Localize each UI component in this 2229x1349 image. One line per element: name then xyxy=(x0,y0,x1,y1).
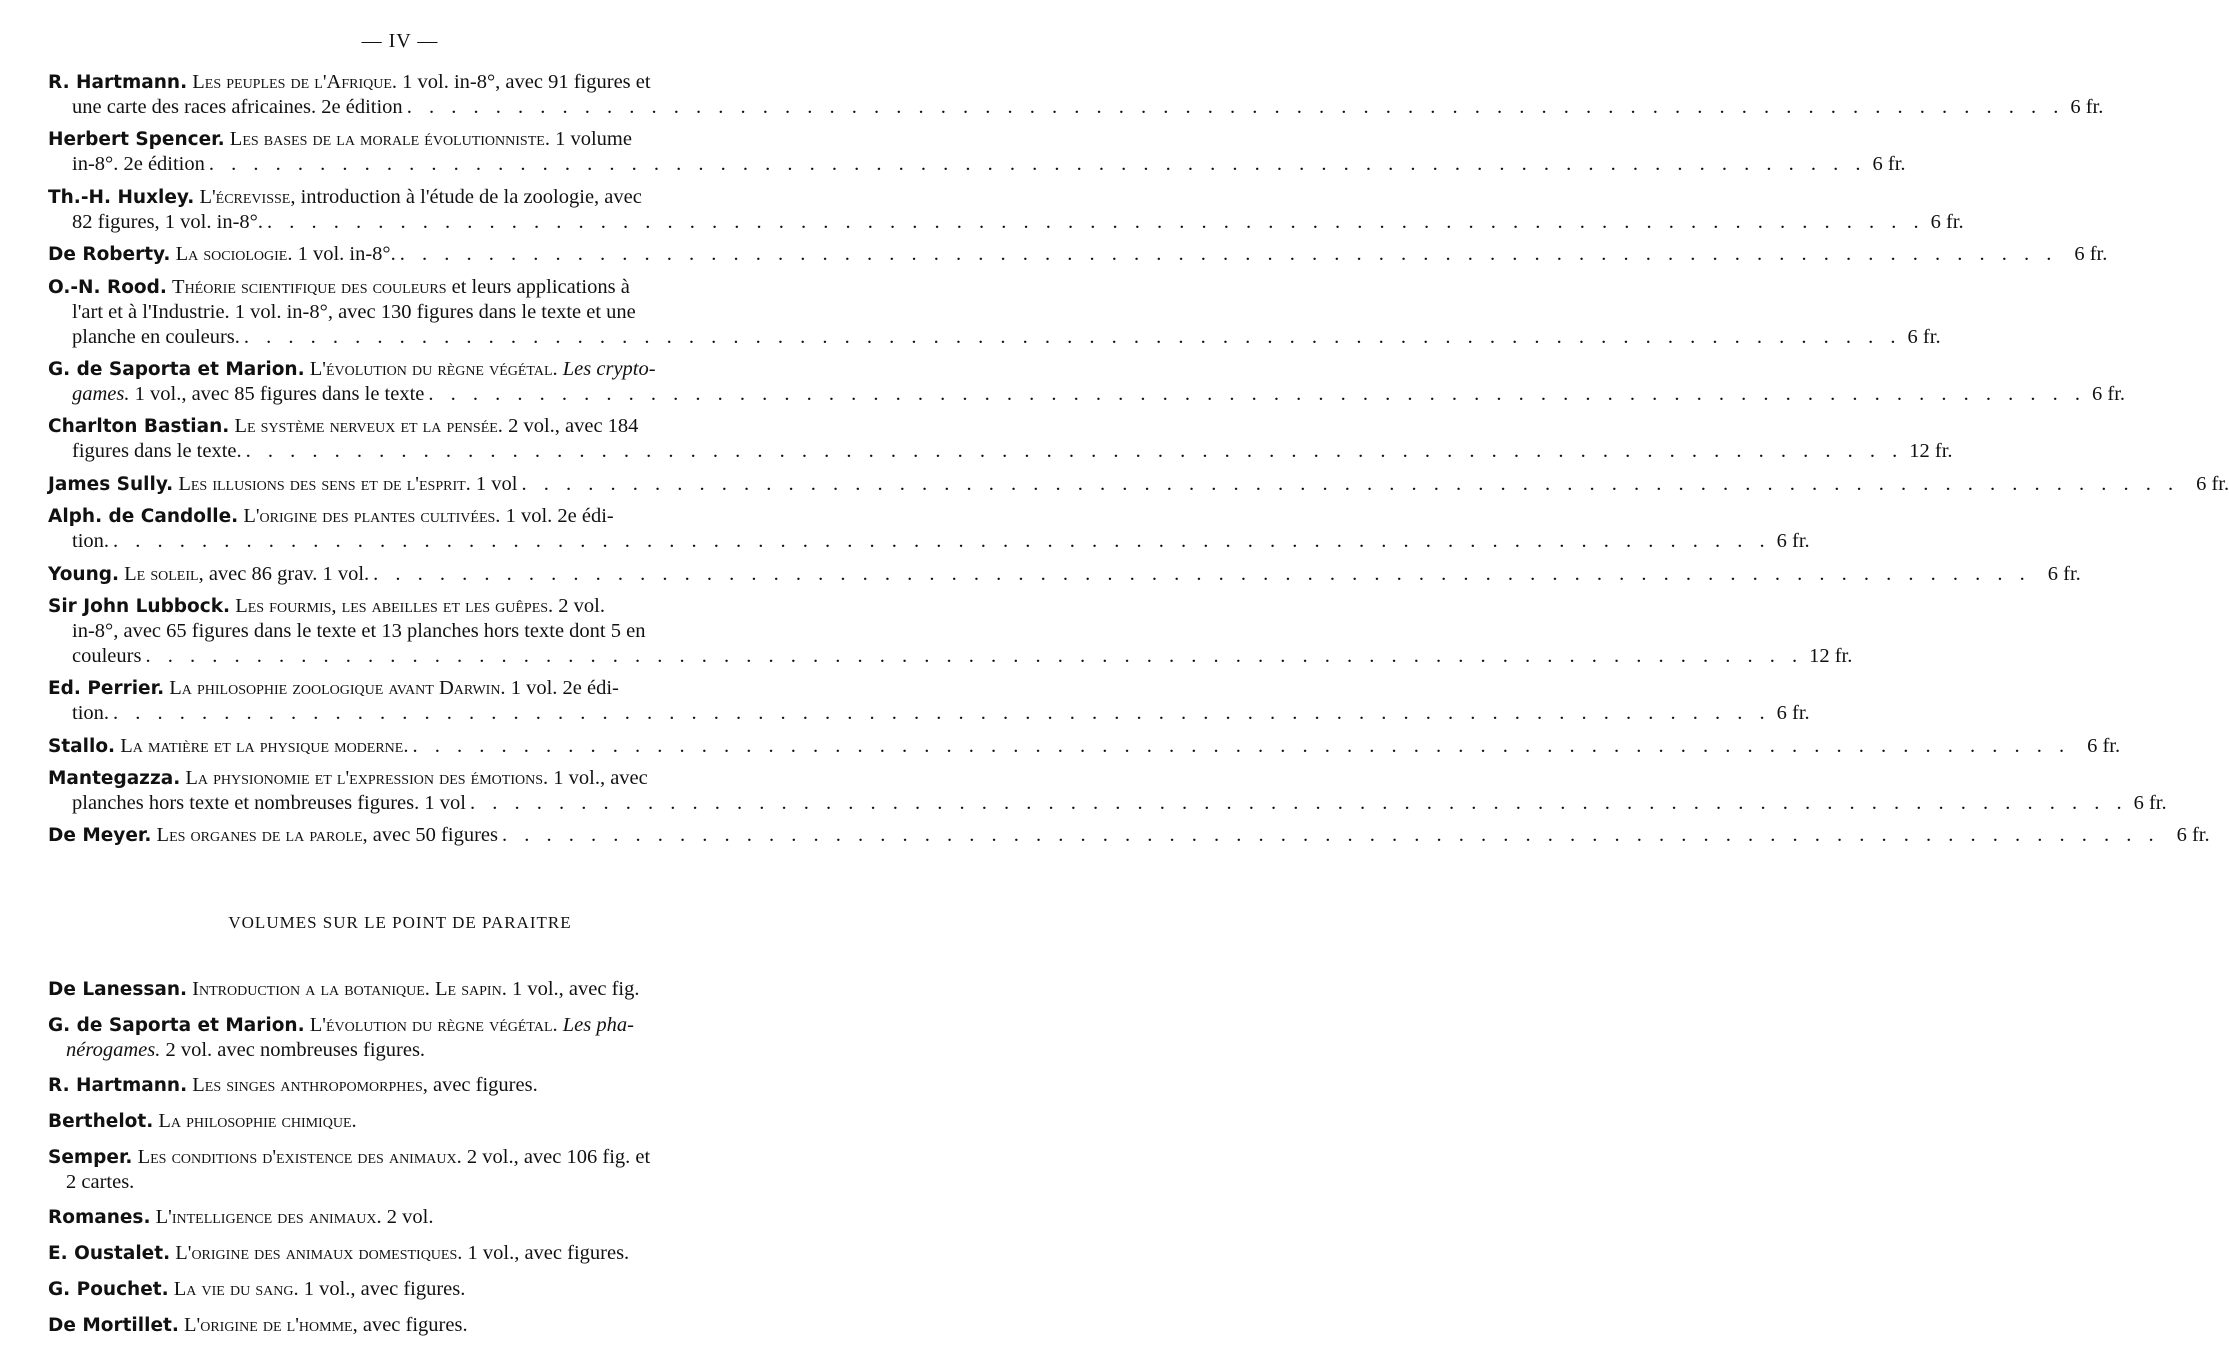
leader-dots xyxy=(244,326,1902,348)
book-title: L'évolution du règne végétal. xyxy=(309,357,558,380)
price: 6 fr. xyxy=(2176,824,2210,847)
book-details: figures dans le texte. xyxy=(72,440,242,463)
leader-dots xyxy=(407,96,2065,118)
author-name: De Lanessan. xyxy=(48,979,188,1000)
book-entry xyxy=(48,562,2081,587)
upcoming-entry xyxy=(48,1313,758,1338)
author-name: Th.-H. Huxley. xyxy=(48,186,195,208)
section-heading: VOLUMES SUR LE POINT DE PARAITRE xyxy=(228,913,572,932)
book-details: 2 vol. xyxy=(381,1206,434,1228)
leader-dots xyxy=(400,242,2058,267)
price: 6 fr. xyxy=(1776,530,1810,553)
book-entry xyxy=(48,472,2229,497)
book-details: 1 vol., avec figures. xyxy=(298,1278,466,1300)
book-subtitle: Les crypto- xyxy=(557,357,656,380)
leader-dots xyxy=(521,472,2179,497)
price: 6 fr. xyxy=(1907,325,1941,348)
upcoming-entry xyxy=(48,1073,758,1098)
leader-dots xyxy=(502,823,2160,848)
author-name: Sir John Lubbock. xyxy=(48,595,231,617)
author-name: De Meyer. xyxy=(48,825,152,847)
book-details: couleurs xyxy=(72,644,142,667)
book-entry xyxy=(48,504,1810,554)
book-title: L'évolution du règne végétal. xyxy=(309,1014,558,1036)
book-details: planche en couleurs. xyxy=(72,325,240,348)
price: 6 fr. xyxy=(1776,702,1810,725)
leader-dots xyxy=(113,702,1771,724)
book-title: L'intelligence des animaux. xyxy=(155,1206,382,1228)
book-details: 1 vol., avec 85 figures dans le texte xyxy=(129,382,425,405)
book-details: tion. xyxy=(72,530,110,553)
book-entry xyxy=(48,357,2126,407)
book-title: L'origine des plantes cultivées. xyxy=(243,505,501,528)
price: 6 fr. xyxy=(2196,472,2229,495)
book-entry xyxy=(48,594,1853,669)
book-details: 2 cartes. xyxy=(66,1171,135,1193)
book-subtitle: nérogames. xyxy=(66,1039,161,1061)
author-name: Young. xyxy=(48,563,120,585)
book-details: in-8°, avec 65 figures dans le texte et 13 planches hors texte dont 5 en xyxy=(72,619,646,642)
upcoming-entry xyxy=(48,977,758,1002)
book-title: La philosophie zoologique avant Darwin. xyxy=(169,677,506,700)
price: 6 fr. xyxy=(2133,792,2167,815)
author-name: Berthelot. xyxy=(48,1111,154,1132)
page-number: — IV — xyxy=(361,30,439,52)
book-details: 2 vol. xyxy=(553,594,605,617)
book-entry xyxy=(48,70,2104,120)
author-name: Mantegazza. xyxy=(48,768,181,790)
leader-dots xyxy=(145,645,1803,667)
book-details: l'art et à l'Industrie. 1 vol. in-8°, avec 130 figures dans le texte et une xyxy=(72,300,636,323)
book-details: 1 vol. 2e édi- xyxy=(505,677,619,700)
book-details: 1 volume xyxy=(549,128,632,151)
book-subtitle: games. xyxy=(72,382,130,405)
book-details: avec figures. xyxy=(427,1074,538,1096)
upcoming-entry xyxy=(48,1277,758,1302)
price: 12 fr. xyxy=(1809,644,1853,667)
book-details: 1 vol., avec xyxy=(548,767,648,790)
leader-dots xyxy=(428,383,2086,405)
author-name: Ed. Perrier. xyxy=(48,678,165,700)
author-name: Charlton Bastian. xyxy=(48,416,230,438)
book-title: L'écrevisse, xyxy=(199,185,296,208)
author-name: R. Hartmann. xyxy=(48,72,188,93)
author-name: G. Pouchet. xyxy=(48,1279,169,1300)
book-entry xyxy=(48,734,2121,759)
book-details: 2 vol., avec 106 fig. et xyxy=(461,1146,651,1168)
book-details: 1 vol., avec fig. xyxy=(506,978,640,1000)
book-title: La vie du sang. xyxy=(173,1278,299,1300)
book-title: Théorie scientifique des couleurs xyxy=(172,275,447,298)
book-details: 1 vol., avec figures. xyxy=(462,1242,630,1264)
author-name: Alph. de Candolle. xyxy=(48,506,239,528)
book-details: 1 vol xyxy=(470,472,518,495)
book-title: Les illusions des sens et de l'esprit. xyxy=(178,472,471,495)
upcoming-entry xyxy=(48,1241,758,1266)
author-name: Stallo. xyxy=(48,735,116,757)
book-title: La philosophie chimique. xyxy=(158,1110,357,1132)
book-subtitle: Les pha- xyxy=(557,1014,634,1036)
leader-dots xyxy=(373,562,2031,587)
book-details: et leurs applications à xyxy=(446,275,630,298)
upcoming-entry xyxy=(48,1145,758,1194)
price: 6 fr. xyxy=(2074,243,2108,266)
book-title: Le système nerveux et la pensée. xyxy=(234,415,503,438)
book-entry xyxy=(48,414,1953,464)
book-details: une carte des races africaines. 2e édition xyxy=(72,96,403,118)
book-details: avec figures. xyxy=(357,1314,468,1336)
book-entry xyxy=(48,185,1964,235)
leader-dots xyxy=(209,153,1867,175)
leader-dots xyxy=(267,211,1925,233)
price: 12 fr. xyxy=(1909,440,1953,463)
author-name: G. de Saporta et Marion. xyxy=(48,1015,305,1036)
upcoming-list xyxy=(48,977,758,1349)
book-list xyxy=(48,70,2229,856)
book-title: La matière et la physique moderne. xyxy=(120,734,409,757)
author-name: De Roberty. xyxy=(48,244,171,266)
upcoming-entry xyxy=(48,1205,758,1230)
book-details: 2 vol., avec 184 xyxy=(502,415,639,438)
price: 6 fr. xyxy=(1930,210,1964,233)
book-details: 2 vol. avec nombreuses figures. xyxy=(160,1039,426,1061)
leader-dots xyxy=(412,734,2070,759)
book-entry xyxy=(48,127,1906,177)
book-details: tion. xyxy=(72,702,110,725)
book-entry xyxy=(48,242,2108,267)
price: 6 fr. xyxy=(2092,382,2126,405)
book-entry xyxy=(48,676,1810,726)
book-details: avec 86 grav. 1 vol. xyxy=(203,562,370,585)
author-name: E. Oustalet. xyxy=(48,1243,171,1264)
leader-dots xyxy=(470,792,2128,814)
upcoming-entry xyxy=(48,1013,758,1062)
price: 6 fr. xyxy=(2070,96,2104,118)
book-title: L'origine de l'homme, xyxy=(184,1314,358,1336)
book-title: La sociologie. xyxy=(175,243,293,266)
book-entry xyxy=(48,766,2167,816)
book-details: 1 vol. in-8°, avec 91 figures et xyxy=(397,71,651,93)
leader-dots xyxy=(113,530,1771,552)
book-entry xyxy=(48,275,1941,350)
book-title: Introduction a la botanique. Le sapin. xyxy=(192,978,507,1000)
book-title: Les bases de la morale évolutionniste. xyxy=(229,128,550,151)
book-title: Les peuples de l'Afrique. xyxy=(192,71,398,93)
book-title: Les organes de la parole, xyxy=(156,824,368,847)
author-name: R. Hartmann. xyxy=(48,1075,188,1096)
author-name: O.-N. Rood. xyxy=(48,276,167,298)
book-details: 82 figures, 1 vol. in-8°. xyxy=(72,210,263,233)
leader-dots xyxy=(246,440,1904,462)
price: 6 fr. xyxy=(2087,734,2121,757)
book-title: Les fourmis, les abeilles et les guêpes. xyxy=(235,594,554,617)
author-name: G. de Saporta et Marion. xyxy=(48,358,305,380)
author-name: Herbert Spencer. xyxy=(48,129,225,151)
upcoming-entry xyxy=(48,1109,758,1134)
author-name: Semper. xyxy=(48,1147,133,1168)
price: 6 fr. xyxy=(1872,153,1906,176)
price: 6 fr. xyxy=(2047,562,2081,585)
book-entry xyxy=(48,823,2210,848)
book-title: Les conditions d'existence des animaux. xyxy=(137,1146,462,1168)
book-details: planches hors texte et nombreuses figures. 1 vol xyxy=(72,792,466,815)
book-title: L'origine des animaux domestiques. xyxy=(175,1242,463,1264)
book-title: Le soleil, xyxy=(124,562,204,585)
book-title: La physionomie et l'expression des émotions. xyxy=(185,767,549,790)
book-details: introduction à l'étude de la zoologie, avec xyxy=(295,185,642,208)
book-details: avec 50 figures xyxy=(367,824,498,847)
book-title: Les singes anthropomorphes, xyxy=(192,1074,428,1096)
book-details: 1 vol. in-8°. xyxy=(292,243,396,266)
author-name: James Sully. xyxy=(48,473,174,495)
author-name: De Mortillet. xyxy=(48,1315,179,1336)
book-details: 1 vol. 2e édi- xyxy=(500,505,614,528)
author-name: Romanes. xyxy=(48,1207,151,1228)
book-details: in-8°. 2e édition xyxy=(72,153,205,176)
